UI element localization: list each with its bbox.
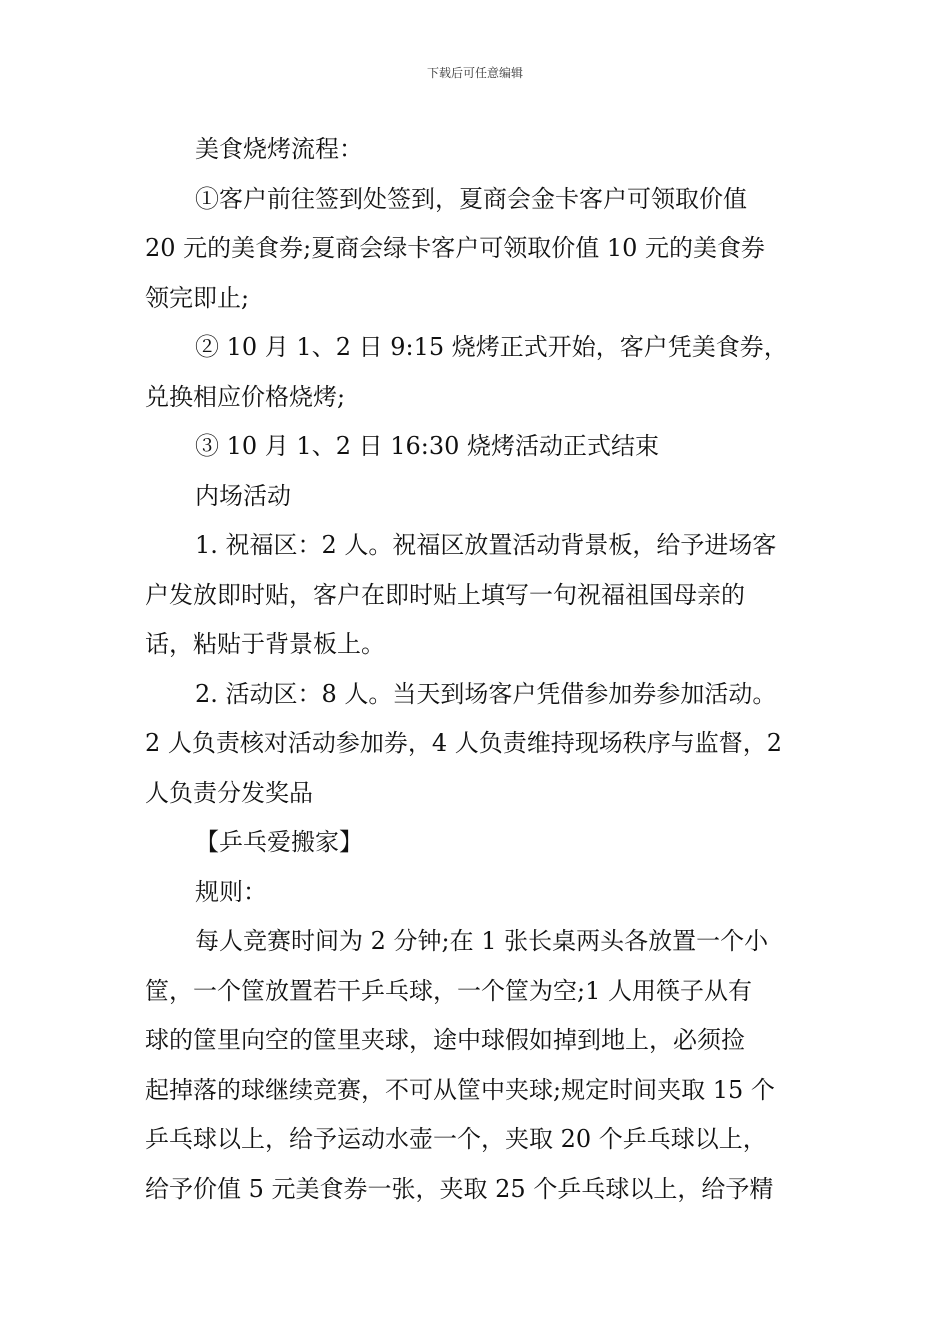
text-line: 球的筐里向空的筐里夹球，途中球假如掉到地上，必须捡	[145, 1026, 745, 1054]
text-line: 人负责分发奖品	[145, 778, 313, 807]
text-line: 【乒乓爱搬家】	[195, 828, 363, 856]
text-line: 20 元的美食券;夏商会绿卡客户可领取价值 10 元的美食券	[145, 234, 766, 262]
text-line: 规则：	[195, 877, 267, 906]
text-line: 2 人负责核对活动参加券，4 人负责维持现场秩序与监督，2	[145, 729, 783, 757]
text-line: 起掉落的球继续竞赛，不可从筐中夹球;规定时间夹取 15 个	[145, 1075, 775, 1104]
text-line: 筐，一个筐放置若干乒乓球，一个筐为空;1 人用筷子从有	[145, 976, 752, 1005]
text-line: 2. 活动区：8 人。当天到场客户凭借参加券参加活动。	[195, 679, 777, 708]
text-line: 兑换相应价格烧烤;	[145, 382, 346, 411]
text-line: ③ 10 月 1、2 日 16:30 烧烤活动正式结束	[195, 432, 660, 460]
text-line: 1. 祝福区：2 人。祝福区放置活动背景板，给予进场客	[195, 531, 777, 559]
text-line: 话，粘贴于背景板上。	[145, 630, 385, 658]
text-line: 乒乓球以上，给予运动水壶一个，夹取 20 个乒乓球以上，	[145, 1125, 767, 1153]
text-line: ①客户前往签到处签到，夏商会金卡客户可领取价值	[195, 184, 747, 213]
text-line: 美食烧烤流程：	[195, 135, 363, 163]
page-header-note: 下载后可任意编辑	[426, 66, 523, 80]
text-line: 领完即止;	[145, 283, 250, 312]
text-line: ② 10 月 1、2 日 9:15 烧烤正式开始，客户凭美食券，	[195, 333, 788, 361]
text-line: 内场活动	[195, 481, 291, 510]
text-line: 给予价值 5 元美食券一张，夹取 25 个乒乓球以上，给予精	[145, 1174, 774, 1203]
document-body	[145, 125, 835, 1214]
text-line: 每人竞赛时间为 2 分钟;在 1 张长桌两头各放置一个小	[195, 927, 769, 955]
text-line: 户发放即时贴，客户在即时贴上填写一句祝福祖国母亲的	[145, 580, 745, 609]
